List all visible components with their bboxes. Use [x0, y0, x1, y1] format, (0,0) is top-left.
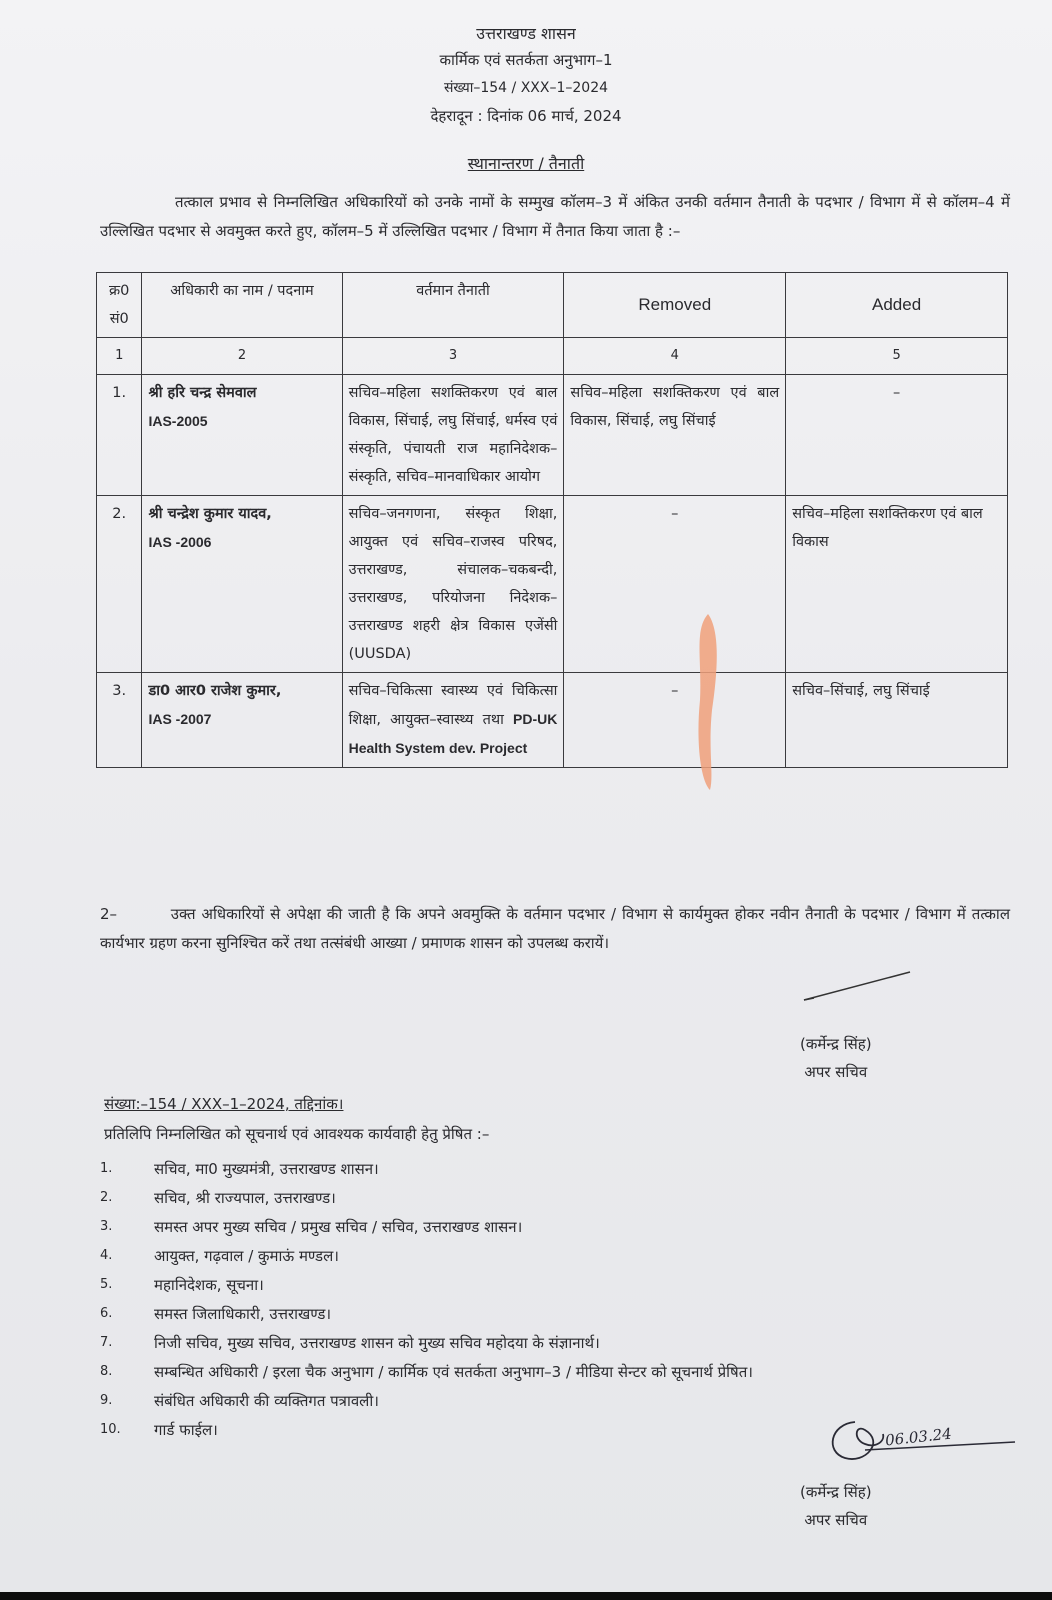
cell-removed: –: [564, 496, 786, 673]
officer-batch: IAS-2005: [148, 413, 208, 429]
col-header-removed: Removed: [564, 273, 786, 338]
list-item: [100, 1270, 1000, 1299]
col-header-sno: क्र0 सं0: [97, 273, 142, 338]
copy-list: [100, 1154, 1000, 1444]
list-text: सम्बन्धित अधिकारी / इरला चैक अनुभाग / कार्मिक एवं सतर्कता अनुभाग–3 / मीडिया सेन्टर को सूचनार्थ प्रेषित।: [154, 1362, 753, 1381]
col-number: 2: [142, 338, 342, 375]
col-number: 4: [564, 338, 786, 375]
officer-name: श्री हरि चन्द्र सेमवाल: [148, 385, 257, 401]
cell-officer: [142, 496, 342, 673]
order-date: देहरादून : दिनांक 06 मार्च, 2024: [430, 107, 622, 125]
col-header-current: वर्तमान तैनाती: [342, 273, 564, 338]
cell-current: सचिव–जनगणना, संस्कृत शिक्षा, आयुक्त एवं सचिव–राजस्व परिषद, उत्तराखण्ड, संचालक–चकबन्दी, उत्तराखण्ड, परियोजना निदेशक–उत्तराखण्ड शहरी क्षेत्र विकास एजेंसी (UUSDA): [342, 496, 564, 673]
cell-sno: 1.: [97, 375, 142, 496]
officer-batch: IAS -2006: [148, 534, 212, 550]
list-item: [100, 1212, 1000, 1241]
table-row: [97, 673, 1008, 768]
list-text: महानिदेशक, सूचना।: [154, 1275, 264, 1294]
paragraph-2-number: 2–: [100, 905, 118, 923]
list-number: 6.: [100, 1306, 113, 1321]
list-item: [100, 1386, 1000, 1415]
list-number: 1.: [100, 1161, 113, 1176]
list-item: [100, 1154, 1000, 1183]
signature-stroke: [800, 968, 920, 1008]
cell-current: [342, 673, 564, 768]
paragraph-2-text: उक्त अधिकारियों से अपेक्षा की जाती है कि अपने अवमुक्ति के वर्तमान पदभार / विभाग से कार्यमुक्त होकर नवीन तैनाती के पदभार / विभाग में तत्काल कार्यभार ग्रहण करना सुनिश्चित करें तथा तत्संबंधी आख्या / प्रमाणक शासन को उपलब्ध करायें।: [100, 905, 1010, 952]
highlighter-mark: [690, 610, 724, 795]
posting-table: [96, 272, 1008, 768]
current-posting-english: PD-UK Health System dev. Project: [348, 711, 558, 756]
officer-batch: IAS -2007: [148, 711, 212, 727]
cell-sno: 2.: [97, 496, 142, 673]
cell-removed: सचिव–महिला सशक्तिकरण एवं बाल विकास, सिंचाई, लघु सिंचाई: [564, 375, 786, 496]
signatory-designation: अपर सचिव: [804, 1063, 868, 1081]
table-row: [97, 375, 1008, 496]
list-number: 3.: [100, 1219, 113, 1234]
copy-intro: प्रतिलिपि निम्नलिखित को सूचनार्थ एवं आवश्यक कार्यवाही हेतु प्रेषित :–: [104, 1125, 490, 1143]
list-text: समस्त अपर मुख्य सचिव / प्रमुख सचिव / सचिव, उत्तराखण्ड शासन।: [154, 1217, 523, 1236]
list-text: समस्त जिलाधिकारी, उत्तराखण्ड।: [154, 1304, 332, 1323]
list-text: सचिव, श्री राज्यपाल, उत्तराखण्ड।: [154, 1188, 336, 1207]
col-header-added: Added: [786, 273, 1008, 338]
list-text: आयुक्त, गढ़वाल / कुमाऊं मण्डल।: [154, 1246, 339, 1265]
signature-block-2: [800, 1478, 872, 1534]
cell-added: सचिव–सिंचाई, लघु सिंचाई: [786, 673, 1008, 768]
copy-reference: संख्या:–154 / XXX–1–2024, तद्दिनांक।: [104, 1095, 344, 1113]
section-heading: कार्मिक एवं सतर्कता अनुभाग–1: [439, 51, 613, 69]
table-header-row: [97, 273, 1008, 338]
list-item: [100, 1328, 1000, 1357]
list-number: 5.: [100, 1277, 113, 1292]
cell-sno: 3.: [97, 673, 142, 768]
list-number: 10.: [100, 1422, 121, 1437]
subject-line: स्थानान्तरण / तैनाती: [467, 154, 585, 173]
order-number: संख्या–154 / XXX–1–2024: [443, 80, 609, 96]
officer-name: श्री चन्द्रेश कुमार यादव,: [148, 506, 272, 522]
current-posting-hindi: सचिव–चिकित्सा स्वास्थ्य एवं चिकित्सा शिक्षा, आयुक्त–स्वास्थ्य तथा: [348, 683, 558, 728]
cell-officer: [142, 673, 342, 768]
list-item: [100, 1183, 1000, 1212]
table-row: [97, 496, 1008, 673]
list-text: संबंधित अधिकारी की व्यक्तिगत पत्रावली।: [154, 1391, 379, 1410]
list-text: सचिव, मा0 मुख्यमंत्री, उत्तराखण्ड शासन।: [154, 1159, 379, 1178]
bottom-bar: [0, 1592, 1052, 1600]
list-item: [100, 1357, 1000, 1386]
list-number: 8.: [100, 1364, 113, 1379]
list-text: निजी सचिव, मुख्य सचिव, उत्तराखण्ड शासन को मुख्य सचिव महोदया के संज्ञानार्थ।: [154, 1333, 600, 1352]
signatory-name: ( कर्मेन्द्र सिंह ): [800, 1478, 872, 1506]
cell-added: सचिव–महिला सशक्तिकरण एवं बाल विकास: [786, 496, 1008, 673]
col-header-name: अधिकारी का नाम / पदनाम: [142, 273, 342, 338]
signatory-name: ( कर्मेन्द्र सिंह ): [800, 1030, 872, 1058]
cell-removed: –: [564, 673, 786, 768]
handwritten-date: 06.03.24: [884, 1424, 953, 1450]
cell-added: –: [786, 375, 1008, 496]
list-number: 2.: [100, 1190, 113, 1205]
govt-heading: उत्तराखण्ड शासन: [476, 24, 576, 43]
list-item: [100, 1299, 1000, 1328]
col-number: 1: [97, 338, 142, 375]
paragraph-2: [100, 900, 1010, 958]
list-number: 9.: [100, 1393, 113, 1408]
cell-officer: [142, 375, 342, 496]
col-number: 5: [786, 338, 1008, 375]
col-number: 3: [342, 338, 564, 375]
cell-current: सचिव–महिला सशक्तिकरण एवं बाल विकास, सिंचाई, लघु सिंचाई, धर्मस्व एवं संस्कृति, पंचायती राज महानिदेशक–संस्कृति, सचिव–मानवाधिकार आयोग: [342, 375, 564, 496]
signatory-designation: अपर सचिव: [804, 1511, 868, 1529]
list-number: 7.: [100, 1335, 113, 1350]
column-number-row: [97, 338, 1008, 375]
officer-name: डा0 आर0 राजेश कुमार,: [148, 683, 282, 699]
list-item: [100, 1241, 1000, 1270]
list-text: गार्ड फाईल।: [154, 1420, 218, 1439]
list-number: 4.: [100, 1248, 113, 1263]
signature-block-1: [800, 1030, 872, 1086]
intro-paragraph: तत्काल प्रभाव से निम्नलिखित अधिकारियों को उनके नामों के सम्मुख कॉलम–3 में अंकित उनकी वर्तमान तैनाती के पदभार / विभाग में से कॉलम–4 में उल्लिखित पदभार से अवमुक्त करते हुए, कॉलम–5 में उल्लिखित पदभार / विभाग में तैनात किया जाता है :–: [100, 193, 1010, 240]
